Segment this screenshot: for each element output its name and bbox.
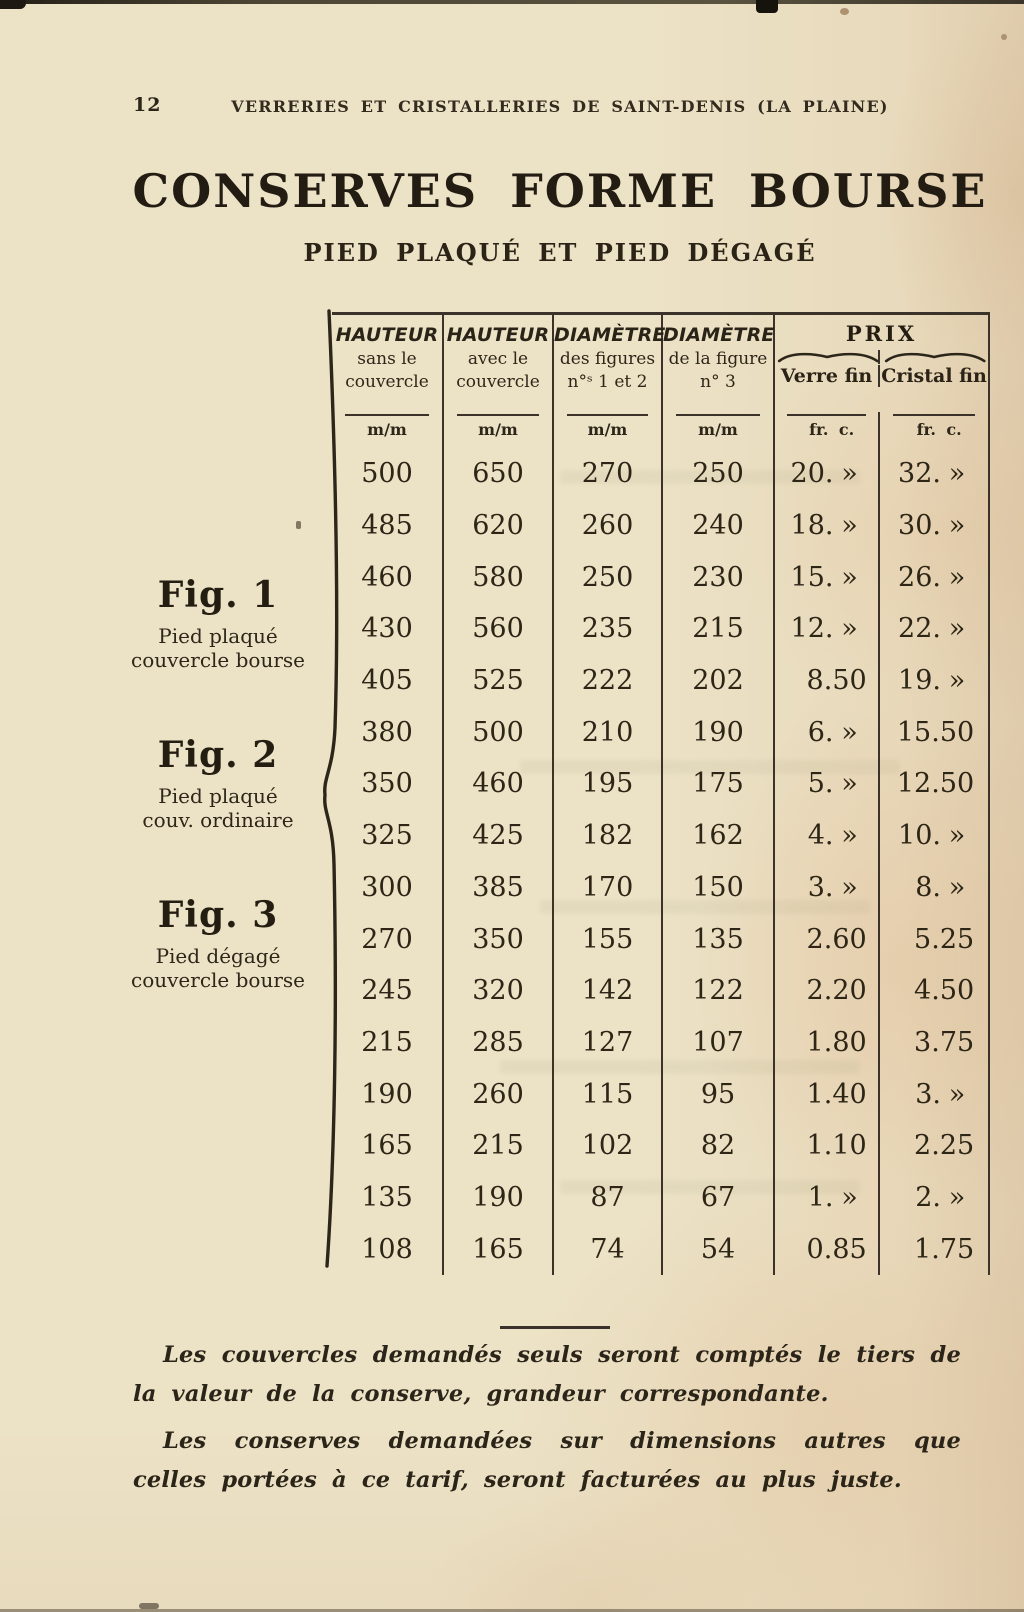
dimension-cell: 54	[663, 1223, 775, 1275]
table-row	[332, 913, 990, 965]
unit-cell: m/m	[554, 412, 663, 448]
figure-2-title: Fig. 2	[157, 734, 279, 776]
price-cell-cristal: 2. 25	[880, 1120, 990, 1172]
units-row	[332, 412, 990, 448]
dimension-cell: 500	[332, 448, 444, 500]
dimension-cell: 325	[332, 810, 444, 862]
dimension-cell: 102	[554, 1120, 663, 1172]
table-row	[332, 1068, 990, 1120]
page-subtitle: PIED PLAQUÉ ET PIED DÉGAGÉ	[303, 238, 817, 267]
dimension-cell: 155	[554, 913, 663, 965]
dimension-cell: 405	[332, 655, 444, 707]
dimension-cell: 165	[332, 1120, 444, 1172]
dimension-cell: 215	[332, 1017, 444, 1069]
dimension-cell: 250	[554, 551, 663, 603]
table-row	[332, 810, 990, 862]
dimension-cell: 285	[444, 1017, 554, 1069]
dimension-cell: 430	[332, 603, 444, 655]
subcol-cristal-fin: Cristal fin	[878, 365, 988, 387]
dimension-cell: 127	[554, 1017, 663, 1069]
price-cell-verre: 1. 10	[775, 1120, 880, 1172]
dimension-cell: 320	[444, 965, 554, 1017]
dimension-cell: 107	[663, 1017, 775, 1069]
price-cell-verre: 1. 40	[775, 1068, 880, 1120]
footnote-1: Les couvercles demandés seuls seront comptés le tiers de la valeur de la conserve, grandeur correspondante.	[133, 1342, 961, 1408]
table-body	[332, 448, 990, 1275]
price-cell-verre: 4. »	[775, 810, 880, 862]
col-header-hauteur-avec: HAUTEUR avec le couvercle	[444, 315, 554, 412]
dimension-cell: 215	[663, 603, 775, 655]
dimension-cell: 385	[444, 862, 554, 914]
paper-speck	[840, 8, 849, 15]
dimension-cell: 190	[332, 1068, 444, 1120]
dimension-cell: 175	[663, 758, 775, 810]
col-header-diametre-fig12: DIAMÈTRE des figures n°ˢ 1 et 2	[554, 315, 663, 412]
unit-cell-verre: fr. c.	[775, 412, 880, 448]
dimension-cell: 620	[444, 500, 554, 552]
dimension-cell: 74	[554, 1223, 663, 1275]
figure-3-description: Pied dégagé couvercle bourse	[131, 944, 305, 992]
table-row	[332, 1120, 990, 1172]
paper-speck	[296, 521, 301, 529]
paper-speck	[1001, 34, 1007, 40]
table-header	[332, 315, 990, 412]
subcol-verre-fin: Verre fin	[780, 365, 873, 387]
price-cell-cristal: 2. »	[880, 1172, 990, 1224]
price-cell-verre: 20. »	[775, 448, 880, 500]
price-cell-cristal: 3. »	[880, 1068, 990, 1120]
dimension-cell: 150	[663, 862, 775, 914]
price-cell-cristal: 26. »	[880, 551, 990, 603]
price-cell-cristal: 8. »	[880, 862, 990, 914]
dimension-cell: 82	[663, 1120, 775, 1172]
table-row	[332, 603, 990, 655]
price-cell-verre: 12. »	[775, 603, 880, 655]
dimension-cell: 87	[554, 1172, 663, 1224]
figure-3-title: Fig. 3	[157, 894, 279, 936]
price-cell-verre: 2. 60	[775, 913, 880, 965]
footnotes	[133, 1336, 961, 1508]
dimension-cell: 485	[332, 500, 444, 552]
table-row	[332, 758, 990, 810]
dimension-cell: 300	[332, 862, 444, 914]
footnote-2: Les conserves demandées sur dimensions autres que celles portées à ce tarif, seront facturées au plus juste.	[133, 1427, 961, 1494]
page-title: CONSERVES FORME BOURSE	[132, 164, 988, 218]
dimension-cell: 182	[554, 810, 663, 862]
dimension-cell: 350	[332, 758, 444, 810]
dimension-cell: 108	[332, 1223, 444, 1275]
table-row	[332, 1172, 990, 1224]
dimension-cell: 525	[444, 655, 554, 707]
figure-2-description: Pied plaqué couv. ordinaire	[142, 784, 294, 832]
dimension-cell: 425	[444, 810, 554, 862]
over-brace-right	[882, 348, 989, 364]
over-brace-left	[775, 348, 882, 364]
dimension-cell: 270	[554, 448, 663, 500]
dimension-cell: 580	[444, 551, 554, 603]
table-row	[332, 551, 990, 603]
prix-divider	[878, 350, 880, 364]
unit-cell: m/m	[663, 412, 775, 448]
figure-label-2	[112, 734, 324, 832]
dimension-cell: 270	[332, 913, 444, 965]
price-cell-verre: 8. 50	[775, 655, 880, 707]
dimension-cell: 222	[554, 655, 663, 707]
price-cell-verre: 3. »	[775, 862, 880, 914]
dimension-cell: 460	[444, 758, 554, 810]
dimension-cell: 95	[663, 1068, 775, 1120]
dimension-cell: 122	[663, 965, 775, 1017]
dimension-cell: 350	[444, 913, 554, 965]
dimension-cell: 190	[663, 706, 775, 758]
price-cell-cristal: 22. »	[880, 603, 990, 655]
table-row	[332, 1223, 990, 1275]
price-cell-verre: 1. »	[775, 1172, 880, 1224]
price-cell-cristal: 12. 50	[880, 758, 990, 810]
dimension-cell: 115	[554, 1068, 663, 1120]
page-number: 12	[133, 94, 162, 116]
dimension-cell: 210	[554, 706, 663, 758]
price-cell-verre: 2. 20	[775, 965, 880, 1017]
dimension-cell: 250	[663, 448, 775, 500]
table-row	[332, 448, 990, 500]
dimension-cell: 500	[444, 706, 554, 758]
running-head: VERRERIES ET CRISTALLERIES DE SAINT-DENIS (LA PLAINE)	[231, 97, 889, 116]
scan-edge-tick	[756, 0, 778, 13]
table-row	[332, 500, 990, 552]
price-cell-verre: 1. 80	[775, 1017, 880, 1069]
table-row	[332, 655, 990, 707]
dimension-cell: 135	[663, 913, 775, 965]
col-header-hauteur-sans: HAUTEUR sans le couvercle	[332, 315, 444, 412]
figure-label-1	[112, 574, 324, 672]
dimension-cell: 240	[663, 500, 775, 552]
dimension-cell: 460	[332, 551, 444, 603]
unit-cell-cristal: fr. c.	[880, 412, 990, 448]
dimension-cell: 245	[332, 965, 444, 1017]
col-header-diametre-fig3: DIAMÈTRE de la figure n° 3	[663, 315, 775, 412]
unit-cell: m/m	[332, 412, 444, 448]
figure-1-description: Pied plaqué couvercle bourse	[131, 624, 305, 672]
price-cell-verre: 18. »	[775, 500, 880, 552]
dimension-cell: 650	[444, 448, 554, 500]
dimension-cell: 67	[663, 1172, 775, 1224]
price-cell-verre: 5. »	[775, 758, 880, 810]
scan-corner-mark	[0, 0, 26, 9]
dimension-cell: 195	[554, 758, 663, 810]
col-header-prix: PRIX Verre fin Cristal fin	[775, 315, 990, 412]
separator-rule	[500, 1326, 610, 1329]
price-cell-verre: 6. »	[775, 706, 880, 758]
price-cell-cristal: 4. 50	[880, 965, 990, 1017]
figure-label-3	[112, 894, 324, 992]
dimension-cell: 165	[444, 1223, 554, 1275]
price-cell-verre: 15. »	[775, 551, 880, 603]
price-cell-cristal: 5. 25	[880, 913, 990, 965]
price-table	[332, 312, 990, 1275]
unit-cell: m/m	[444, 412, 554, 448]
price-cell-cristal: 3. 75	[880, 1017, 990, 1069]
price-cell-cristal: 32. »	[880, 448, 990, 500]
price-cell-verre: 0. 85	[775, 1223, 880, 1275]
price-cell-cristal: 10. »	[880, 810, 990, 862]
dimension-cell: 380	[332, 706, 444, 758]
price-cell-cristal: 1. 75	[880, 1223, 990, 1275]
dimension-cell: 170	[554, 862, 663, 914]
dimension-cell: 162	[663, 810, 775, 862]
dimension-cell: 135	[332, 1172, 444, 1224]
dimension-cell: 202	[663, 655, 775, 707]
price-cell-cristal: 19. »	[880, 655, 990, 707]
dimension-cell: 230	[663, 551, 775, 603]
figure-1-title: Fig. 1	[157, 574, 279, 616]
dimension-cell: 190	[444, 1172, 554, 1224]
price-cell-cristal: 15. 50	[880, 706, 990, 758]
prix-braces	[775, 348, 988, 364]
price-cell-cristal: 30. »	[880, 500, 990, 552]
table-row	[332, 965, 990, 1017]
dimension-cell: 560	[444, 603, 554, 655]
dimension-cell: 235	[554, 603, 663, 655]
scan-top-edge	[0, 0, 1024, 4]
table-row	[332, 1017, 990, 1069]
dimension-cell: 260	[554, 500, 663, 552]
table-row	[332, 706, 990, 758]
dimension-cell: 260	[444, 1068, 554, 1120]
dimension-cell: 215	[444, 1120, 554, 1172]
paper-speck	[139, 1603, 159, 1609]
dimension-cell: 142	[554, 965, 663, 1017]
table-row	[332, 862, 990, 914]
